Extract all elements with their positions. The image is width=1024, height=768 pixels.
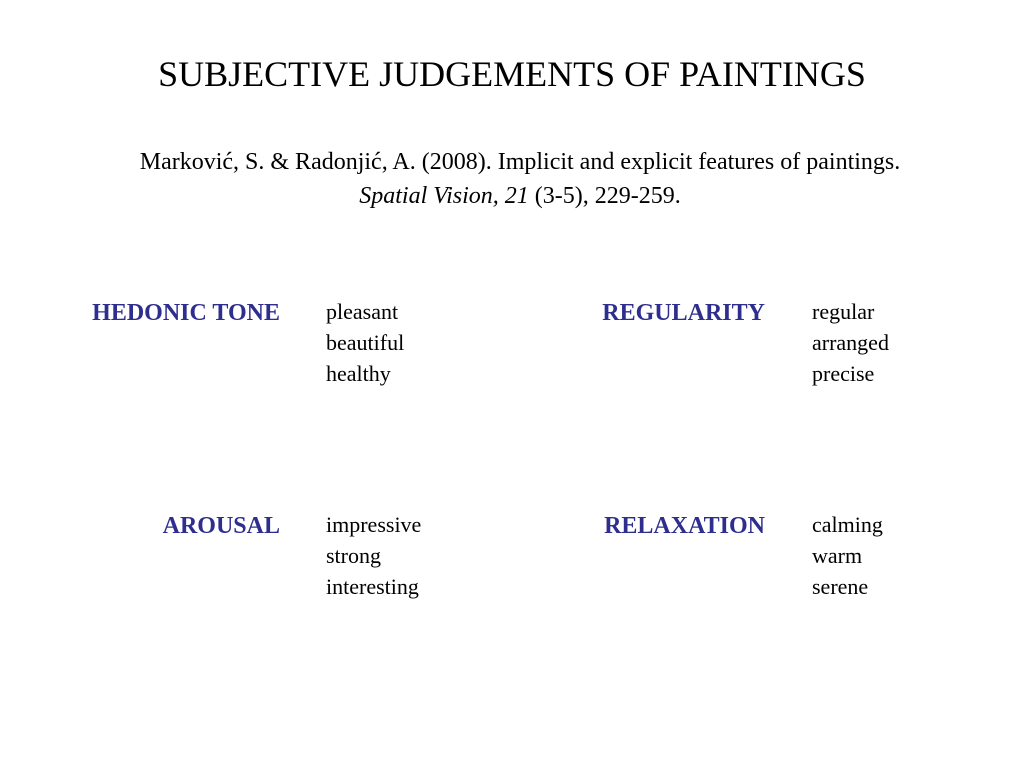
term: regular bbox=[812, 299, 875, 324]
slide-title: SUBJECTIVE JUDGEMENTS OF PAINTINGS bbox=[158, 54, 866, 94]
term: calming bbox=[812, 512, 883, 537]
factor-terms-hedonic-tone bbox=[326, 296, 404, 389]
citation-line-2 bbox=[0, 179, 1024, 213]
term: beautiful bbox=[326, 330, 405, 355]
term: arranged bbox=[812, 330, 889, 355]
factor-label-arousal: AROUSAL bbox=[162, 513, 280, 539]
citation-journal: Spatial Vision, 21 bbox=[359, 183, 529, 209]
term: strong bbox=[326, 543, 381, 568]
term: warm bbox=[812, 543, 863, 568]
term: impressive bbox=[326, 512, 422, 537]
term: interesting bbox=[326, 574, 419, 599]
factor-label-hedonic-tone: HEDONIC TONE bbox=[92, 300, 280, 326]
factor-terms-relaxation bbox=[812, 509, 883, 602]
factor-label-relaxation: RELAXATION bbox=[604, 513, 765, 539]
citation bbox=[0, 145, 1024, 213]
citation-line-1: Marković, S. & Radonjić, A. (2008). Implicit and explicit features of paintings. bbox=[139, 149, 901, 175]
citation-details: (3-5), 229-259. bbox=[528, 183, 681, 209]
term: serene bbox=[812, 574, 869, 599]
factor-label-regularity: REGULARITY bbox=[602, 300, 765, 326]
factor-terms-arousal bbox=[326, 509, 421, 602]
term: precise bbox=[812, 361, 875, 386]
term: pleasant bbox=[326, 299, 399, 324]
factor-terms-regularity bbox=[812, 296, 889, 389]
term: healthy bbox=[326, 361, 391, 386]
